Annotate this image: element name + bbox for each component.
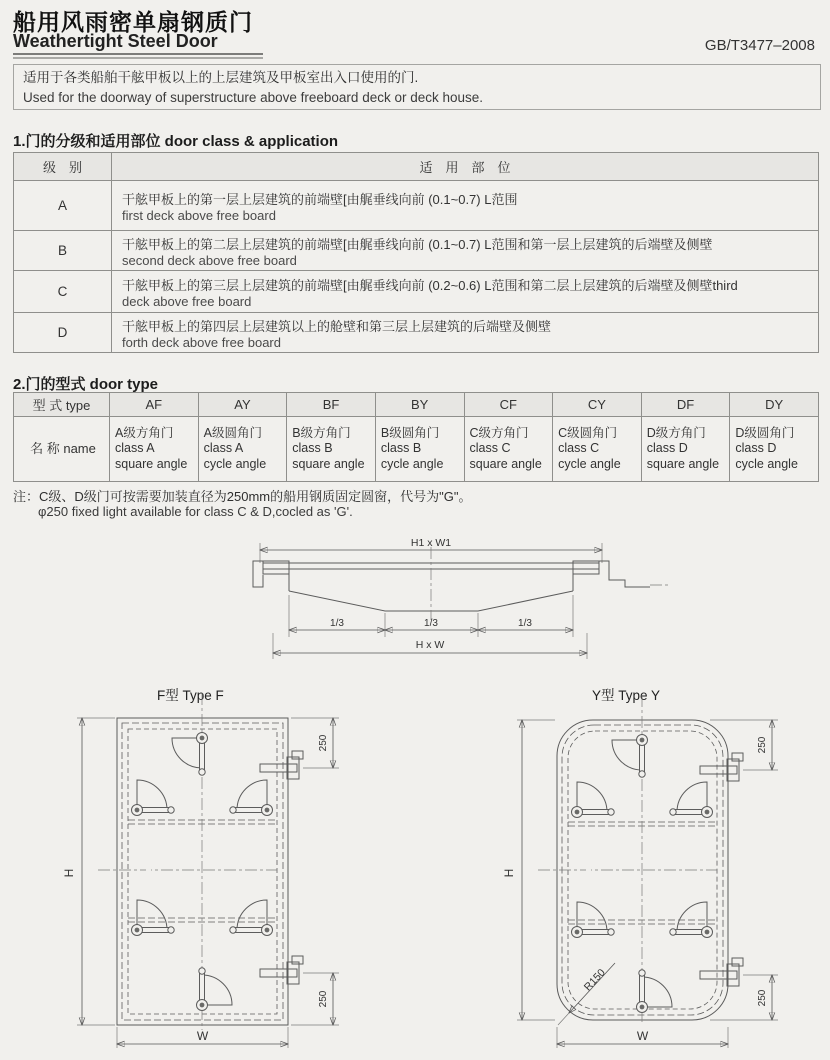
standard-code: GB/T3477–2008 <box>704 37 815 54</box>
door-class-cell: D <box>14 313 112 353</box>
door-class-cell: A <box>14 181 112 231</box>
application-text-zh: 干舷甲板上的第三层上层建筑的前端壁[由艉垂线向前 (0.2~0.6) L范围和第二层上层建筑的后端壁及侧壁third <box>122 277 738 293</box>
height-dimension <box>62 718 115 1025</box>
table-row <box>14 231 819 271</box>
type-name-en1: class A <box>203 441 244 456</box>
door-outline <box>98 693 288 1030</box>
dimension-label: 250 <box>318 990 329 1008</box>
door-hinges <box>260 751 303 984</box>
application-cell <box>112 181 819 231</box>
section-bottom-dimension <box>273 633 587 659</box>
application-note-en: Used for the doorway of superstructure above freeboard deck or deck house. <box>23 90 484 105</box>
door-section-drawing <box>250 535 670 670</box>
door-handle <box>586 852 591 892</box>
type-name-en2: cycle angle <box>735 456 798 471</box>
type-f-label: F型 Type F <box>157 688 224 703</box>
width-dimension <box>557 1027 728 1048</box>
type-name-en1: class A <box>115 441 155 456</box>
page-title-zh: 船用风雨密单扇钢质门 <box>13 9 253 35</box>
section2-heading: 2.门的型式 door type <box>13 376 159 393</box>
application-text-en: second deck above free board <box>122 252 297 268</box>
type-code-cell: AF <box>110 393 199 417</box>
type-name-zh: C级方角门 <box>469 425 529 440</box>
type-name-zh: C级圆角门 <box>558 425 618 440</box>
door-class-cell: C <box>14 271 112 313</box>
dimension-label: H <box>62 868 76 878</box>
type-name-zh: A级圆角门 <box>203 425 262 440</box>
corner-radius-callout <box>558 963 615 1025</box>
type-name-en2: square angle <box>646 456 720 471</box>
type-name-en2: square angle <box>115 456 188 471</box>
application-text-en: forth deck above free board <box>122 334 281 350</box>
type-code-cell: BY <box>375 393 464 417</box>
door-type-table <box>13 392 819 482</box>
type-name-en1: class C <box>558 441 600 456</box>
section-frame <box>253 547 668 620</box>
note-en: φ250 fixed light available for class C & D,cocled as 'G'. <box>38 504 353 519</box>
table-header-row <box>14 153 819 181</box>
type-name-cell <box>110 417 199 482</box>
dimension-label: H x W <box>415 639 445 651</box>
type-name-cell <box>375 417 464 482</box>
type-name-en1: class B <box>380 441 422 456</box>
table-row <box>14 313 819 353</box>
type-name-zh: B级方角门 <box>292 425 351 440</box>
page-title-en: Weathertight Steel Door <box>13 31 218 51</box>
type-f-drawing <box>55 685 355 1060</box>
application-note-box <box>13 64 821 110</box>
dimension-label: H <box>502 868 516 878</box>
door-hinges <box>700 753 743 986</box>
application-note-zh: 适用于各类船舶干舷甲板以上的上层建筑及甲板室出入口使用的门. <box>23 70 419 85</box>
application-cell <box>112 313 819 353</box>
type-code-cell: AY <box>198 393 287 417</box>
type-y-label: Y型 Type Y <box>592 688 661 703</box>
application-text-zh: 干舷甲板上的第二层上层建筑的前端壁[由艉垂线向前 (0.1~0.7) L范围和第一层上层建筑的后端壁及侧壁 <box>122 236 713 252</box>
table-row <box>14 181 819 231</box>
type-name-cell <box>464 417 553 482</box>
dimension-label: H1 x W1 <box>410 537 452 549</box>
application-cell <box>112 271 819 313</box>
type-name-zh: D级方角门 <box>646 425 706 440</box>
type-name-cell <box>730 417 819 482</box>
type-name-zh: A级方角门 <box>115 425 174 440</box>
section1-heading: 1.门的分级和适用部位 door class & application <box>13 133 339 150</box>
dimension-label: W <box>196 1029 209 1043</box>
type-name-en1: class D <box>735 441 777 456</box>
note-zh: 注：C级、D级门可按需要加装直径为250mm的船用钢质固定圆窗，代号为"G"。 <box>13 489 472 504</box>
type-name-en1: class C <box>469 441 511 456</box>
table-row <box>14 271 819 313</box>
type-name-en2: cycle angle <box>203 456 267 471</box>
application-cell <box>112 231 819 271</box>
type-name-cell <box>287 417 376 482</box>
type-name-en2: cycle angle <box>558 456 621 471</box>
type-y-drawing <box>470 685 785 1060</box>
type-name-en2: cycle angle <box>380 456 444 471</box>
type-code-cell: BF <box>287 393 376 417</box>
dimension-label: 1/3 <box>424 618 438 629</box>
dimension-label: 250 <box>757 989 768 1007</box>
column-header-application: 适 用 部 位 <box>112 153 819 181</box>
type-name-zh: B级圆角门 <box>380 425 440 440</box>
type-name-zh: D级圆角门 <box>735 425 795 440</box>
dimension-label: 1/3 <box>330 618 344 629</box>
hinge-offset-dimensions <box>291 718 339 1025</box>
type-code-cell: CF <box>464 393 553 417</box>
table-row <box>14 417 819 482</box>
dimension-label: 250 <box>757 736 768 754</box>
row-header-name: 名 称 name <box>14 417 110 482</box>
dimension-label: 250 <box>318 734 329 752</box>
type-name-cell <box>641 417 730 482</box>
type-code-cell: DF <box>641 393 730 417</box>
door-handle <box>146 850 151 890</box>
hinge-offset-dimensions <box>710 720 778 1020</box>
type-code-cell: CY <box>553 393 642 417</box>
table-header-row <box>14 393 819 417</box>
width-dimension <box>117 1027 288 1048</box>
type-name-en1: class D <box>646 441 688 456</box>
dimension-label: W <box>636 1029 649 1043</box>
row-header-type: 型 式 type <box>14 393 110 417</box>
radius-label: R150 <box>581 966 608 994</box>
door-class-table <box>13 152 819 353</box>
type-name-cell <box>198 417 287 482</box>
type-name-cell <box>553 417 642 482</box>
type-name-en2: square angle <box>292 456 365 471</box>
application-text-en: deck above free board <box>122 293 252 309</box>
application-text-zh: 干舷甲板上的第一层上层建筑的前端壁[由艉垂线向前 (0.1~0.7) L范围 <box>122 191 518 207</box>
door-class-cell: B <box>14 231 112 271</box>
type-name-en1: class B <box>292 441 333 456</box>
application-text-zh: 干舷甲板上的第四层上层建筑以上的舱壁和第三层上层建筑的后端壁及侧壁 <box>122 318 552 334</box>
column-header-class: 级 别 <box>14 153 112 181</box>
dimension-label: 1/3 <box>518 618 532 629</box>
type-name-en2: square angle <box>469 456 542 471</box>
application-text-en: first deck above free board <box>122 207 276 223</box>
title-rule <box>13 53 263 59</box>
type-code-cell: DY <box>730 393 819 417</box>
